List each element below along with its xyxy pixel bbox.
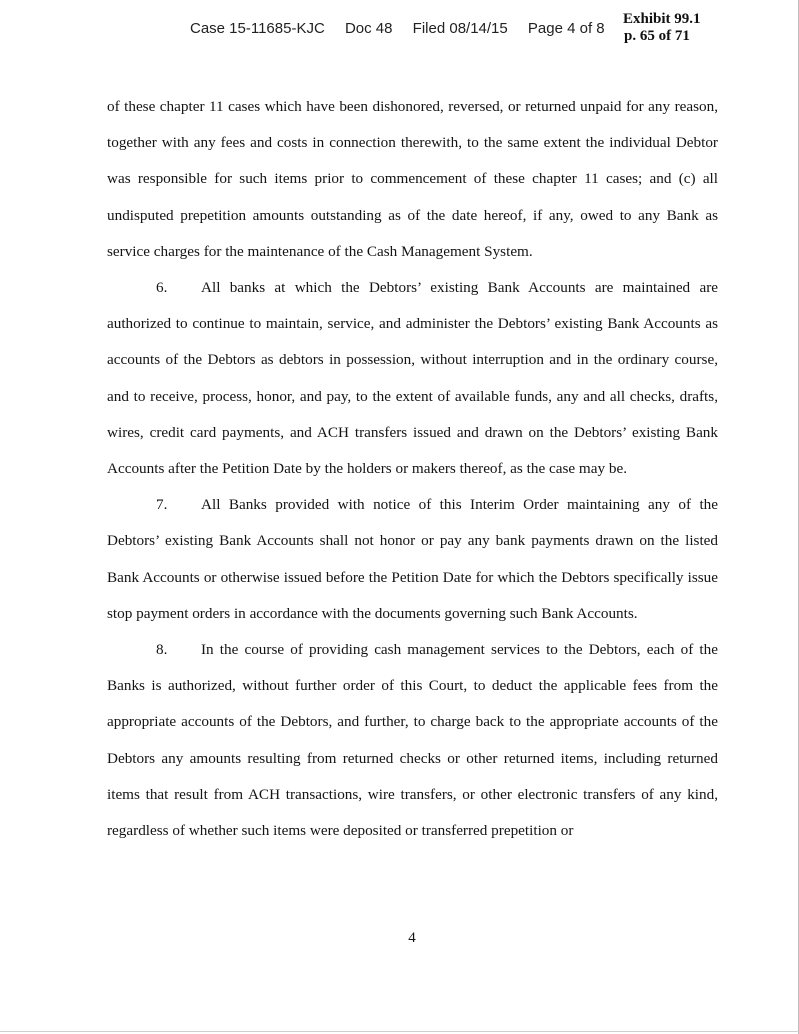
document-number: Doc 48	[344, 20, 393, 37]
paragraph-text: of these chapter 11 cases which have been dishonored, reversed, or returned unpaid for any reason, together with any fees and costs in connection therewith, to the same extent the individual Debtor was responsible for such items prior to commencement of these chapter 11 cases; and (c) all undisputed prepetition amounts outstanding as of the date hereof, if any, owed to any Bank as service charges for the maintenance of the Cash Management System.	[107, 98, 718, 260]
page-bottom-edge	[0, 1031, 799, 1032]
paragraph-number: 6.	[156, 279, 168, 297]
paragraph-7	[107, 487, 718, 632]
paragraph-text: All banks at which the Debtors’ existing Bank Accounts are maintained are authorized to continue to maintain, service, and administer the Debtors’ existing Bank Accounts as accounts of the Debtors as debtors in possession, without interruption and in the ordinary course, and to receive, process, honor, and pay, to the extent of available funds, any and all checks, drafts, wires, credit card payments, and ACH transfers issued and drawn on the Debtors’ existing Bank Accounts after the Petition Date by the holders or makers thereof, as the case may be.	[107, 279, 718, 478]
paragraph-continuation	[107, 89, 718, 270]
paragraph-text: In the course of providing cash management services to the Debtors, each of the Banks is authorized, without further order of this Court, to deduct the applicable fees from the appropriate accounts of the Debtors, and further, to charge back to the appropriate accounts of the Debtors any amounts resulting from returned checks or other returned items, including returned items that result from ACH transactions, wire transfers, or other electronic transfers of any kind, regardless of whether such items were deposited or transferred prepetition or	[107, 641, 718, 840]
paragraph-number: 8.	[156, 641, 168, 659]
exhibit-page-count: p. 65 of 71	[624, 28, 690, 44]
paragraph-text: All Banks provided with notice of this Interim Order maintaining any of the Debtors’ existing Bank Accounts shall not honor or pay any bank payments drawn on the listed Bank Accounts or otherwise issued before the Petition Date for which the Debtors specifically issue stop payment orders in accordance with the documents governing such Bank Accounts.	[107, 496, 718, 622]
exhibit-stamp	[623, 11, 723, 45]
filing-page-count: Page 4 of 8	[527, 20, 605, 37]
case-number: Case 15-11685-KJC	[190, 20, 325, 37]
page-number: 4	[408, 930, 416, 946]
paragraph-6	[107, 270, 718, 487]
filed-date: Filed 08/14/15	[412, 20, 508, 37]
paragraph-number: 7.	[156, 496, 168, 514]
order-body-text	[107, 89, 718, 849]
court-filing-header	[190, 20, 605, 37]
paragraph-8	[107, 632, 718, 849]
exhibit-title: Exhibit 99.1	[623, 11, 701, 27]
